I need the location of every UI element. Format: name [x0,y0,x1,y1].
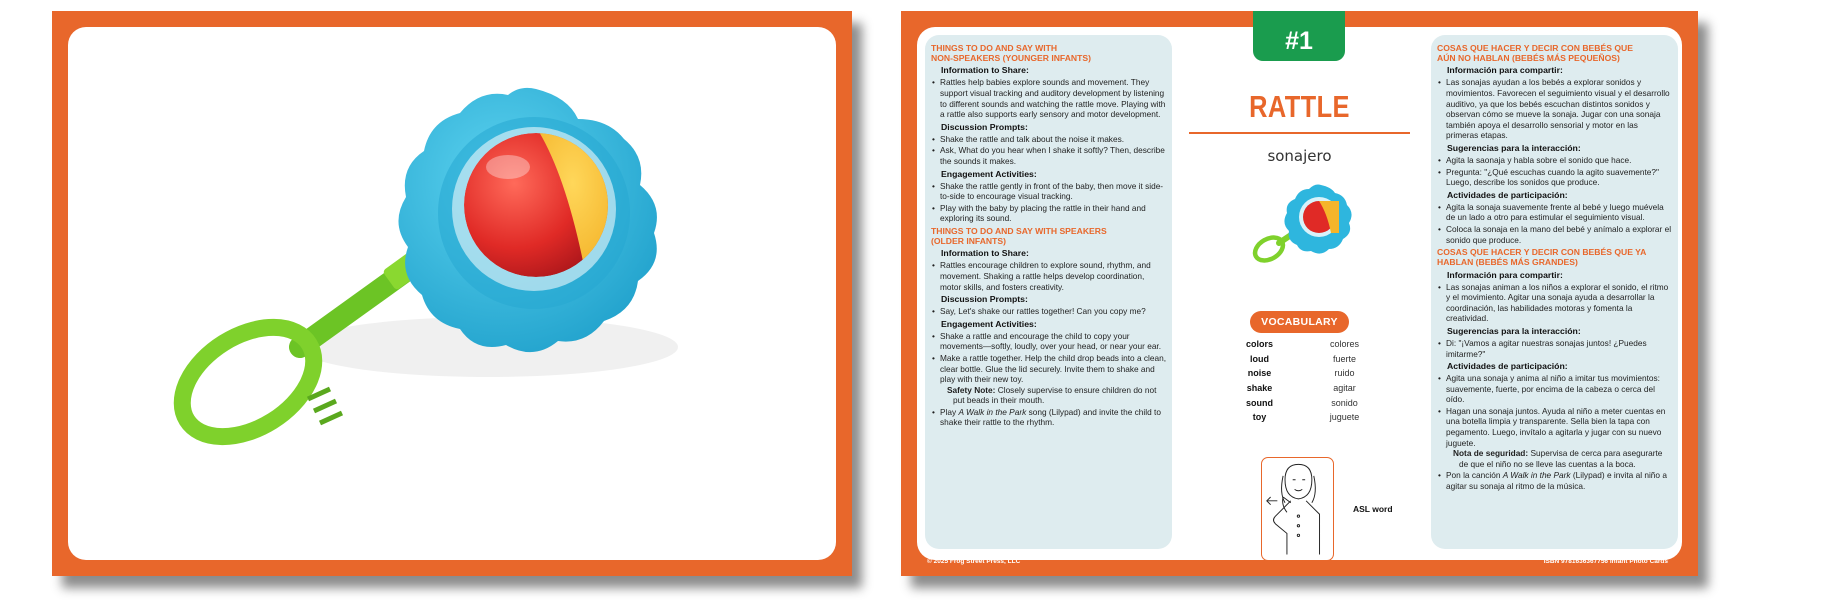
subheading: Actividades de participación: [1447,361,1568,372]
bullet [1437,470,1672,491]
subheading: Actividades de participación: [1447,189,1568,200]
section-title-line: COSAS QUE HACER Y DECIR CON BEBÉS QUE [1437,43,1633,53]
bullet: • Hagan una sonaja juntos. Ayuda al niño a meter cuentas en una botella limpia y transparente. Sella bien la tapa con pegamento. Luego, invítalo a agitarla y jugar con su nuevo juguete. [1437,406,1672,448]
safety-label: Nota de seguridad: [1453,448,1529,459]
isbn-footer: ISBN 9781636367756 Infant Photo Cards [1543,558,1668,565]
vocab-english: loud [1250,353,1269,364]
bullet: • Rattles help babies explore sounds and movement. They support visual tracking and auditory development by listening to different sounds and watching the rattle move. Playing with a rattle also supports early sensory and motor development. [931,77,1166,119]
bullet: • Pregunta: "¿Qué escuchas cuando la agito suavemente?" Luego, describe los sonidos que produce. [1437,167,1672,188]
photo-card [52,11,852,576]
vocabulary-list [1217,337,1387,425]
info-card [901,11,1698,576]
song-title: A Walk in the Park [958,406,1027,417]
vocabulary-label: VOCABULARY [1250,311,1349,333]
safety-note [1437,448,1672,469]
vocab-english: toy [1252,412,1267,423]
subheading: Sugerencias para la interacción: [1447,325,1581,336]
vocab-row [1217,381,1387,396]
bullet-text: Play [940,406,957,417]
section-title-line: (OLDER INFANTS) [931,236,1006,247]
vocab-spanish: fuerte [1332,353,1356,364]
bullet: • Rattles encourage children to explore sound, rhythm, and movement. Shaking a rattle helps develop coordination, motor skills, and fosters creativity. [931,260,1166,292]
subheading: Engagement Activities: [941,318,1037,329]
section-title-line: THINGS TO DO AND SAY WITH SPEAKERS [931,225,1107,236]
section-title [1437,247,1672,267]
section-title [931,226,1166,246]
vocab-spanish: juguete [1329,412,1360,423]
vocab-row [1217,337,1387,352]
vocab-row [1217,366,1387,381]
vocab-row [1217,410,1387,425]
subheading: Discussion Prompts: [941,121,1028,132]
vocab-spanish: colores [1329,339,1359,350]
bullet: • Shake the rattle and talk about the noise it makes. [931,134,1166,145]
bullet: • Las sonajas animan a los niños a explorar el sonido, el ritmo y el movimiento. Agitar una sonaja ayuda a desarrollar la coordinación, las habilidades motoras y fomenta la creatividad. [1437,282,1672,324]
subheading: Discussion Prompts: [941,294,1028,305]
english-column [925,35,1172,549]
bullet [931,407,1166,428]
vocab-english: sound [1246,397,1273,408]
bullet: • Agita una sonaja y anima al niño a imitar tus movimientos: suavemente, fuerte, por encima de la cabeza o cerca del oído. [1437,373,1672,405]
bullet: • Play with the baby by placing the rattle in their hand and exploring its sound. [931,203,1166,224]
section-title-line: THINGS TO DO AND SAY WITH [931,43,1058,53]
rattle-thumbnail [1249,177,1357,273]
section-title-line: HABLAN (BEBÉS MÁS GRANDES) [1437,257,1578,268]
asl-illustration [1261,457,1334,561]
title-divider [1189,132,1410,134]
bullet-text: Pon la canción [1446,470,1501,481]
asl-sign-drawing [1262,458,1332,559]
vocab-row [1217,352,1387,367]
section-title [931,43,1166,63]
asl-word-label: ASL word [1353,504,1393,514]
bullet: • Agita la saonaja y habla sobre el sonido que hace. [1437,155,1672,166]
vocab-row [1217,395,1387,410]
vocab-spanish: agitar [1333,383,1356,394]
card-number-badge: #1 [1253,11,1345,61]
section-title-line: NON-SPEAKERS (YOUNGER INFANTS) [931,53,1091,64]
bullet: • Coloca la sonaja en la mano del bebé y anímalo a explorar el sonido que produce. [1437,224,1672,245]
bullet: • Di: "¡Vamos a agitar nuestras sonajas juntos! ¿Puedes imitarme?" [1437,338,1672,359]
song-title: A Walk in the Park [1502,470,1571,481]
vocab-spanish: sonido [1331,397,1358,408]
vocab-english: shake [1246,383,1273,394]
safety-text: Closely supervise to ensure children do not put beads in their mouth. [953,384,1157,406]
bullet: • Shake a rattle and encourage the child to copy your movements—softly, loudly, over your head, or near your ear. [931,331,1166,352]
bullet: • Make a rattle together. Help the child drop beads into a clean, clear bottle. Glue the lid securely. Invite them to shake and play with their new toy. [931,353,1166,385]
photo-panel [68,27,836,560]
vocab-english: noise [1247,368,1272,379]
subheading: Sugerencias para la interacción: [1447,142,1581,153]
bullet-text: (Lilypad) e invita al niño a agitar su sonaja al ritmo de la música. [1446,470,1667,492]
bullet-text: song (Lilypad) and invite the child to shake their rattle to the rhythm. [940,406,1161,428]
bullet: • Ask, What do you hear when I shake it softly? Then, describe the sounds it makes. [931,145,1166,166]
spanish-column [1431,35,1678,549]
section-title-line: AÚN NO HABLAN (BEBÉS MÁS PEQUEÑOS) [1437,53,1620,64]
safety-note [931,385,1166,406]
info-panel [917,27,1682,560]
copyright-footer: © 2025 Frog Street Press, LLC [927,558,1021,565]
subheading: Information to Share: [941,248,1029,259]
bullet: • Say, Let's shake our rattles together! Can you copy me? [931,306,1166,317]
vocab-english: colors [1245,339,1273,350]
subheading: Information to Share: [941,65,1029,76]
section-title-line: COSAS QUE HACER Y DECIR CON BEBÉS QUE YA [1437,247,1647,258]
subheading: Información para compartir: [1447,269,1563,280]
spanish-word: sonajero [1267,147,1332,165]
rattle-photo [68,27,836,560]
bullet: • Shake the rattle gently in front of the baby, then move it side-to-side to encourage visual tracking. [931,181,1166,202]
subheading: Información para compartir: [1447,65,1563,76]
bullet: • Agita la sonaja suavemente frente al bebé y luego muévela de un lado a otro para estimular el seguimiento visual. [1437,202,1672,223]
subheading: Engagement Activities: [941,168,1037,179]
safety-label: Safety Note: [947,384,996,395]
card-title: RATTLE [1249,89,1350,124]
vocab-spanish: ruido [1334,368,1355,379]
bullet: • Las sonajas ayudan a los bebés a explorar sonidos y movimientos. Favorecen el seguimiento visual y el desarrollo auditivo, ya que los bebés escuchan distintos sonidos y observan cómo se mueve la sonaja. Jugar con una sonaja también apoya el desarrollo sensorial y motor en las primeras etapas. [1437,77,1672,141]
safety-text: Supervisa de cerca para asegurarte de que el niño no se lleve las cuentas a la boca. [1459,448,1663,469]
section-title [1437,43,1672,63]
